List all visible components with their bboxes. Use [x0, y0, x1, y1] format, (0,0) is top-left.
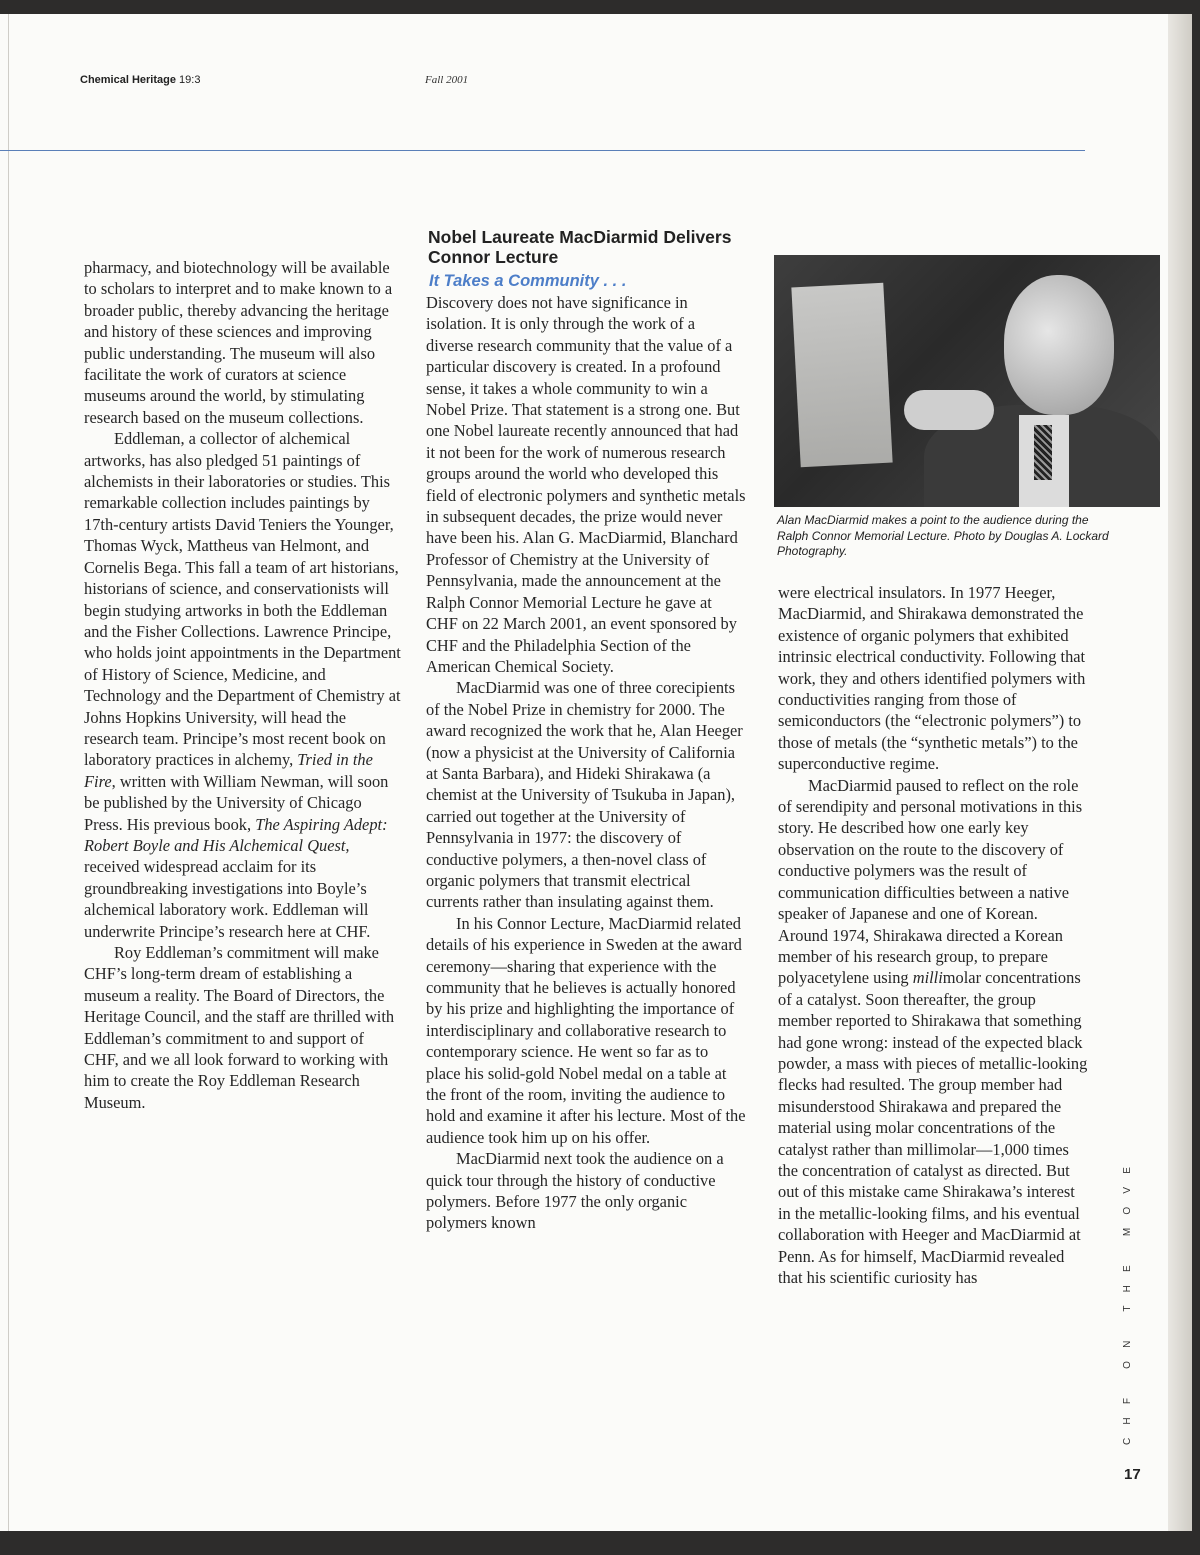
col3-paragraph-2 [778, 775, 1088, 1289]
col2-paragraph-4: MacDiarmid next took the audience on a quick tour through the history of conductive polymers. Before 1977 the only organic polymers known [426, 1149, 724, 1233]
publication-name: Chemical Heritage [80, 74, 176, 86]
book-title-aspiring-adept: The Aspiring Adept: Robert Boyle and His Alchemical Quest, [84, 814, 388, 855]
section-label-text: CHF ON THE MOVE [1122, 1153, 1133, 1445]
issue-number: 19:3 [179, 74, 201, 86]
col1-paragraph-1: pharmacy, and biotechnology will be available to scholars to interpret and to make known to a broader public, thereby advancing the heritage and history of these sciences and improving public understanding. The museum will also facilitate the work of curators at science museums around the world, by stimulating research based on the museum collections. [84, 258, 393, 427]
col3-p2-start: MacDiarmid paused to reflect on the role of serendipity and personal motivations in this story. He described how one early key observation on the route to the discovery of conductive polymers was the result of communication difficulties between a native speaker of Japanese and one of Korean. Around 1974, Shirakawa directed a Korean member of his research group, to prepare polyacetylene using [778, 775, 1083, 988]
col1-paragraph-3: Roy Eddleman’s commitment will make CHF’s long-term dream of establishing a museum a reality. The Board of Directors, the Heritage Council, and the staff are thrilled with Eddleman’s commitment to and support of CHF, and we all look forward to working with him to create the Roy Eddleman Research Museum. [84, 943, 395, 1112]
column-2 [426, 292, 746, 1234]
photo-polymer-film [791, 283, 892, 468]
page-number: 17 [1124, 1466, 1141, 1483]
col1-p2-mid: , written with William Newman, will soon be published by the University of Chicago Press. His previous book, [84, 771, 389, 834]
col1-p2-start: Eddleman, a collector of alchemical artworks, has also pledged 51 paintings of alchemists in their laboratories or studies. This remarkable collection includes paintings by 17th-century artists David Teniers the Younger, Thomas Wyck, Mattheus van Helmont, and Cornelis Bega. This fall a team of art historians, historians of science, and conservationists will begin studying artworks in both the Eddleman and the Fisher Collections. Lawrence Principe, who holds joint appointments in the Department of History of Science, Medicine, and Technology and the Department of Chemistry at Johns Hopkins University, will head the research team. Principe’s most recent book on laboratory practices in alchemy, [84, 429, 401, 770]
col2-paragraph-2: MacDiarmid was one of three corecipients of the Nobel Prize in chemistry for 2000. The award recognized the work that he, Alan Heeger (now a physicist at the University of California at Santa Barbara), and Hideki Shirakawa (a chemist at the University of Tsukuba in Japan), carried out together at the University of Pennsylvania in 1977: the discovery of conductive polymers, a then-novel class of organic polymers that transmit electrical currents rather than insulating against them. [426, 678, 743, 912]
header-rule [0, 150, 1085, 151]
column-3 [778, 582, 1088, 1288]
italic-milli: milli [912, 968, 943, 988]
col2-paragraph-1: Discovery does not have significance in isolation. It is only through the work of a diverse research community that the value of a particular discovery is created. In a profound sense, it takes a whole community to win a Nobel Prize. That statement is a strong one. But one Nobel laureate recently announced that had it not been for the work of numerous research groups around the world who developed this field of electronic polymers and synthetic metals in subsequent decades, the prize would never have been his. Alan G. MacDiarmid, Blanchard Professor of Chemistry at the University of Pennsylvania, made the announcement at the Ralph Connor Memorial Lecture he gave at CHF on 22 March 2001, an event sponsored by CHF and the Philadelphia Section of the American Chemical Society. [426, 293, 746, 676]
col1-p2-end: received widespread acclaim for its groundbreaking investigations into Boyle’s alchemical laboratory work. Eddleman will underwrite Principe’s research here at CHF. [84, 857, 371, 941]
page-edge-shadow [1168, 14, 1192, 1531]
article-headline: Nobel Laureate MacDiarmid Delivers Connor Lecture [428, 227, 732, 267]
photo-figure-tie [1034, 425, 1052, 480]
page-spine [8, 14, 9, 1531]
col2-paragraph-3: In his Connor Lecture, MacDiarmid related details of his experience in Sweden at the award ceremony—sharing that experience with the community that he believes is actually honored by his prize and highlighting the importance of interdisciplinary and collaborative research to contemporary science. He went so far as to place his solid-gold Nobel medal on a table at the front of the room, inviting the audience to hold and examine it after his lecture. Most of the audience took him up on his offer. [426, 913, 746, 1147]
col3-p2-mid: molar concentrations of a catalyst. Soon thereafter, the group member reported to Shirakawa that something had gone wrong: instead of the expected black powder, a mass with pieces of metallic-looking flecks had resulted. [778, 968, 1088, 1095]
column-1 [84, 257, 402, 1113]
section-label-vertical [1122, 1153, 1138, 1445]
running-head-season: Fall 2001 [425, 74, 469, 86]
col1-paragraph-2 [84, 428, 402, 942]
running-head-publication [80, 74, 200, 86]
photo-figure-head [1004, 275, 1114, 415]
photo-macdiarmid [774, 255, 1160, 507]
article-kicker: It Takes a Community . . . [429, 272, 627, 290]
photo-pointing-hand [904, 390, 994, 430]
photo-caption: Alan MacDiarmid makes a point to the audience during the Ralph Connor Memorial Lecture. Photo by Douglas A. Lockard Photography. [777, 513, 1109, 559]
col3-paragraph-1: were electrical insulators. In 1977 Heeger, MacDiarmid, and Shirakawa demonstrated the existence of organic polymers that exhibited intrinsic electrical conductivity. Following that work, they and others identified polymers with conductivities ranging from those of semiconductors (the “electronic polymers”) to those of metals (the “synthetic metals”) to the superconductive regime. [778, 583, 1086, 774]
col3-p2-end: The group member had misunderstood Shirakawa and prepared the material using molar concentrations of the catalyst rather than millimolar—1,000 times the concentration of catalyst as directed. But out of this mistake came Shirakawa’s interest in the metallic-looking films, and his eventual collaboration with Heeger and MacDiarmid at Penn. As for himself, MacDiarmid revealed that his scientific curiosity has [778, 1075, 1081, 1287]
book-title-tried-in-the-fire: Tried in the Fire [84, 750, 373, 791]
